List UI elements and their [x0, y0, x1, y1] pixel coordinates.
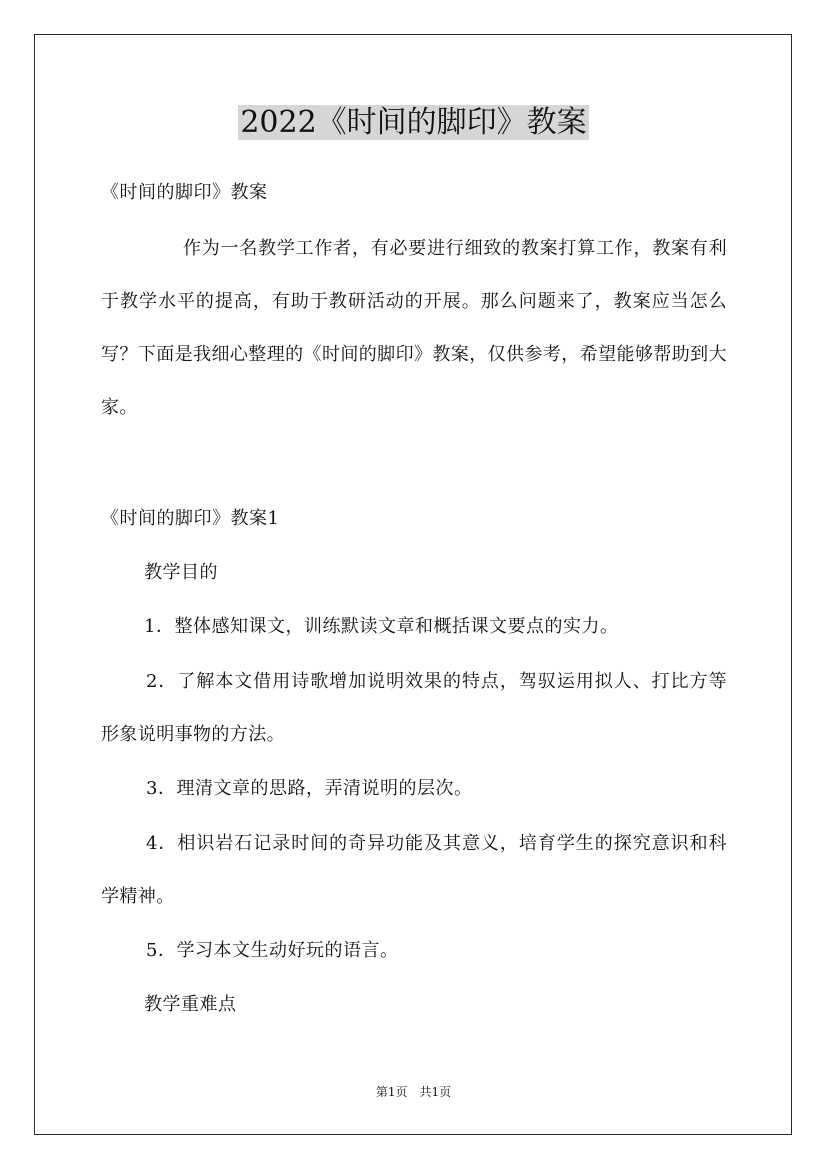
page-footer: 第1页 共1页 — [375, 1085, 452, 1099]
section-heading: 《时间的脚印》教案1 — [101, 508, 280, 529]
intro-paragraph: 作为一名教学工作者，有必要进行细致的教案打算工作，教案有利于教学水平的提高，有助于教研活动的开展。那么问题来了，教案应当怎么写？下面是我细心整理的《时间的脚印》教案，仅供参考，希望能够帮助到大家。 — [101, 238, 727, 418]
difficulty-heading: 教学重难点 — [144, 994, 237, 1015]
objectives-heading: 教学目的 — [144, 562, 218, 583]
document-title — [0, 103, 827, 143]
objective-item-2: 2．了解本文借用诗歌增加说明效果的特点，驾驭运用拟人、打比方等形象说明事物的方法。 — [101, 671, 727, 745]
objective-item-3: 3．理清文章的思路，弄清说明的层次。 — [146, 778, 473, 799]
document-title-text: 2022《时间的脚印》教案 — [240, 105, 587, 140]
objective-item-4: 4．相识岩石记录时间的奇异功能及其意义，培育学生的探究意识和科学精神。 — [101, 833, 727, 907]
document-subtitle: 《时间的脚印》教案 — [101, 182, 268, 203]
objective-item-1: 1．整体感知课文，训练默读文章和概括课文要点的实力。 — [144, 616, 619, 637]
objective-item-5: 5．学习本文生动好玩的语言。 — [146, 940, 399, 961]
